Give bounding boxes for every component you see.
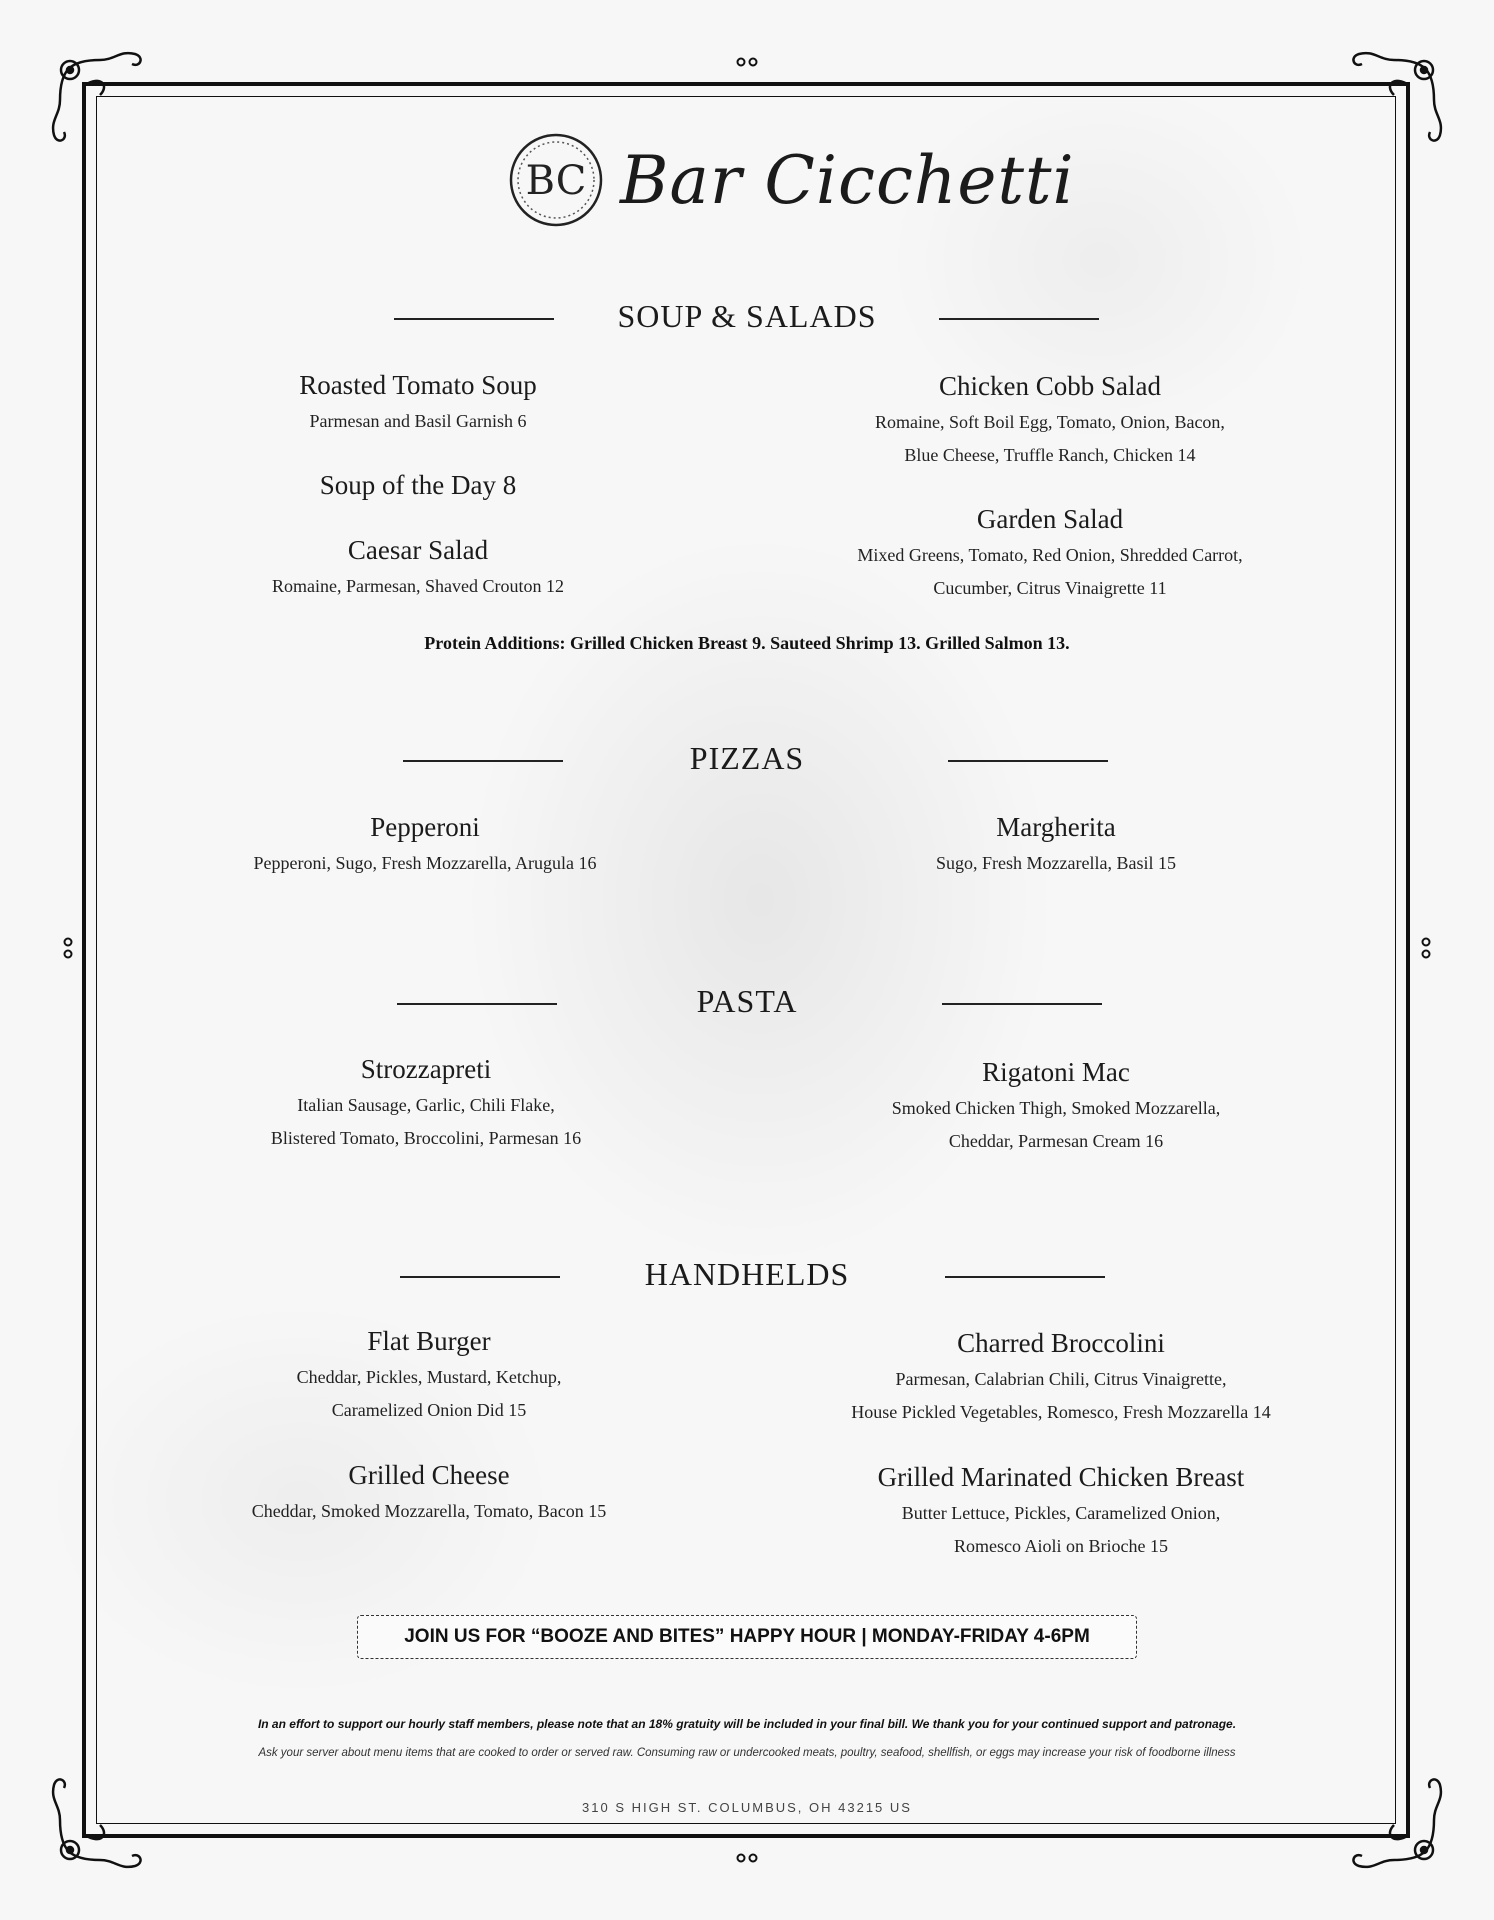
item-name: Margherita (996, 812, 1116, 842)
item-name: Pepperoni (370, 812, 480, 842)
corner-flourish-icon (1324, 1750, 1454, 1880)
item-description: Romaine, Soft Boil Egg, Tomato, Onion, Bacon, (875, 412, 1225, 432)
menu-item (800, 504, 1300, 605)
bottom-ornament-icon (735, 1848, 759, 1868)
section-rule (945, 1276, 1105, 1278)
menu-item (856, 812, 1256, 880)
item-description: Italian Sausage, Garlic, Chili Flake, (297, 1095, 555, 1115)
brand-name: Bar Cicchetti (620, 142, 1075, 219)
corner-flourish-icon (40, 40, 170, 170)
item-description: Cheddar, Parmesan Cream 16 (948, 1131, 1164, 1151)
menu-item (204, 1460, 654, 1528)
corner-flourish-icon (40, 1750, 170, 1880)
menu-item (811, 1462, 1311, 1563)
item-description: Blistered Tomato, Broccolini, Parmesan 16 (270, 1128, 582, 1148)
menu-frame-inner (96, 96, 1396, 1824)
section-rule (394, 318, 554, 320)
item-description: Cucumber, Citrus Vinaigrette 11 (933, 578, 1167, 598)
item-description: Parmesan and Basil Garnish 6 (309, 411, 527, 431)
section-title-pasta (0, 983, 1494, 1020)
happy-hour-banner: JOIN US FOR “BOOZE AND BITES” HAPPY HOUR | MONDAY-FRIDAY 4-6PM (357, 1615, 1137, 1659)
item-description: Cheddar, Smoked Mozzarella, Tomato, Bacon 15 (251, 1501, 607, 1521)
section-rule (942, 1003, 1102, 1005)
right-ornament-icon (1416, 936, 1436, 960)
section-rule (939, 318, 1099, 320)
food-safety-note: Ask your server about menu items that are cooked to order or served raw. Consuming raw or undercooked meats, poultry, seafood, shellfish, or eggs may increase your risk of foodborne illness (258, 1747, 1236, 1759)
top-ornament-icon (735, 52, 759, 72)
section-title-text: PASTA (696, 983, 798, 1019)
item-name: Garden Salad (976, 504, 1124, 534)
item-name: Grilled Cheese (348, 1460, 510, 1490)
menu-item (200, 812, 650, 880)
section-rule (400, 1276, 560, 1278)
corner-flourish-icon (1324, 40, 1454, 170)
left-ornament-icon (58, 936, 78, 960)
section-title-text: HANDHELDS (644, 1256, 850, 1292)
item-description: Caramelized Onion Did 15 (331, 1400, 527, 1420)
item-description: Romesco Aioli on Brioche 15 (954, 1536, 1168, 1556)
section-rule (948, 760, 1108, 762)
address: 310 S HIGH ST. COLUMBUS, OH 43215 US (582, 1800, 912, 1815)
menu-item (791, 1328, 1331, 1429)
item-name: Strozzapreti (360, 1054, 492, 1084)
section-rule (403, 760, 563, 762)
item-description: Blue Cheese, Truffle Ranch, Chicken 14 (904, 445, 1196, 465)
item-description: Smoked Chicken Thigh, Smoked Mozzarella, (891, 1098, 1221, 1118)
item-description: Parmesan, Calabrian Chili, Citrus Vinaigrette, (895, 1369, 1227, 1389)
brand-logo (508, 130, 1088, 230)
section-rule (397, 1003, 557, 1005)
menu-item (218, 470, 618, 501)
menu-item (800, 371, 1300, 472)
section-title-text: PIZZAS (689, 740, 805, 776)
section-title-pizzas (0, 740, 1494, 777)
svg-text:BC: BC (525, 158, 587, 204)
item-description: Butter Lettuce, Pickles, Caramelized Onion, (901, 1503, 1221, 1523)
item-name: Soup of the Day 8 (319, 470, 517, 500)
item-description: Mixed Greens, Tomato, Red Onion, Shredded Carrot, (857, 545, 1243, 565)
menu-item (218, 370, 618, 438)
section-title-handhelds (0, 1256, 1494, 1293)
item-description: Pepperoni, Sugo, Fresh Mozzarella, Arugula 16 (253, 853, 597, 873)
protein-additions: Protein Additions: Grilled Chicken Breast 9. Sauteed Shrimp 13. Grilled Salmon 13. (424, 633, 1070, 653)
item-name: Charred Broccolini (957, 1328, 1165, 1358)
item-description: Romaine, Parmesan, Shaved Crouton 12 (272, 576, 564, 596)
menu-item (229, 1326, 629, 1427)
section-title-text: SOUP & SALADS (617, 298, 877, 334)
monogram-seal-icon (508, 132, 604, 228)
gratuity-note: In an effort to support our hourly staff members, please note that an 18% gratuity will be included in your final bill. We thank you for your continued support and patronage. (257, 1717, 1237, 1731)
menu-item (226, 1054, 626, 1155)
item-name: Chicken Cobb Salad (939, 371, 1161, 401)
item-name: Flat Burger (367, 1326, 491, 1356)
item-name: Caesar Salad (347, 535, 489, 565)
item-description: Sugo, Fresh Mozzarella, Basil 15 (936, 853, 1176, 873)
item-name: Grilled Marinated Chicken Breast (877, 1462, 1245, 1492)
item-description: Cheddar, Pickles, Mustard, Ketchup, (296, 1367, 562, 1387)
item-name: Roasted Tomato Soup (299, 370, 537, 400)
item-name: Rigatoni Mac (982, 1057, 1130, 1087)
menu-item (806, 1057, 1306, 1158)
item-description: House Pickled Vegetables, Romesco, Fresh Mozzarella 14 (851, 1402, 1271, 1422)
menu-item (218, 535, 618, 603)
section-title-soup-salads (0, 298, 1494, 335)
